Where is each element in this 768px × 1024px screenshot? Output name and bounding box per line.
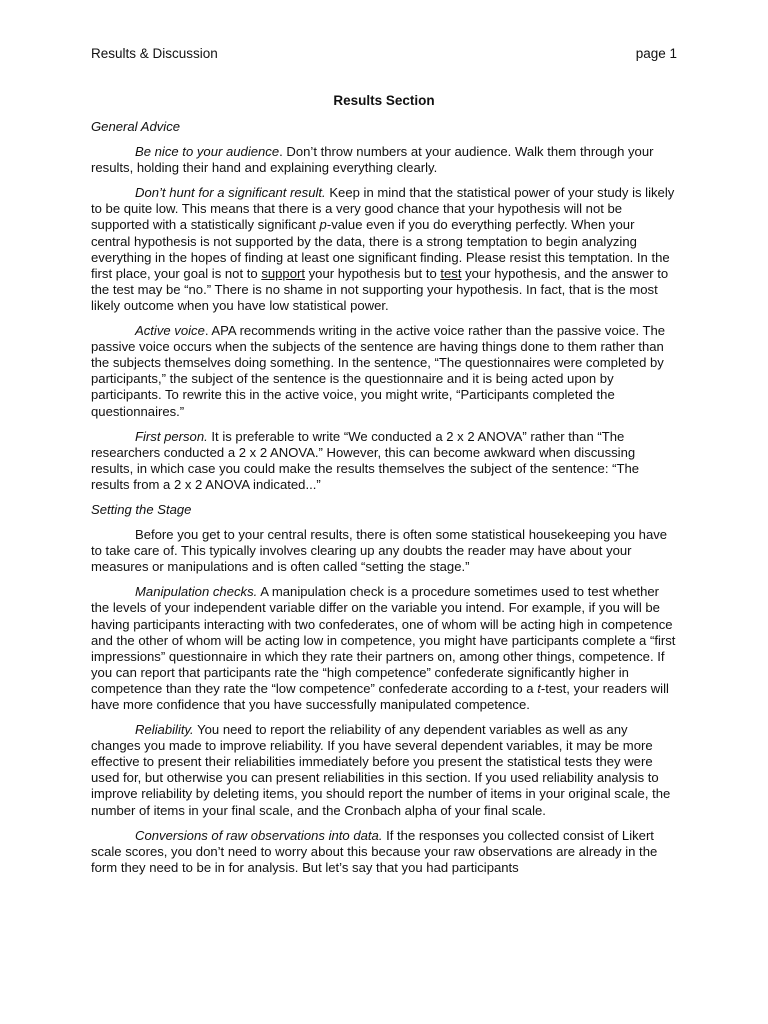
paragraph-text: . Don’t throw numbers at your audience. Walk them through your results, holding their hand and explaining everything clearly. bbox=[91, 144, 654, 176]
paragraph-active-voice bbox=[91, 323, 677, 420]
heading-general-advice: General Advice bbox=[91, 119, 181, 134]
paragraph-text: your hypothesis, and the answer to the test may be “no.” There is no shame in not supporting your hypothesis. In fact, that is the most likely outcome when you have low statistical power. bbox=[91, 265, 669, 313]
paragraph-manipulation-checks bbox=[91, 584, 677, 713]
header-page-number: page 1 bbox=[635, 46, 677, 61]
paragraph-conversions bbox=[91, 828, 677, 876]
paragraph-text: Before you get to your central results, there is often some statistical housekeeping you have to take care of. This typically involves clearing up any doubts the reader may have about your measures or manipulations and is often called “setting the stage.” bbox=[91, 527, 668, 575]
paragraph-text: If the responses you collected consist of Likert scale scores, you don’t need to worry about this because your raw observations are already in the form they need to be in for analysis. But let’s say that you had participants bbox=[91, 827, 658, 875]
paragraph-text: -value even if you do everything perfectly. When your central hypothesis is not supported by the data, there is a strong temptation to begin analyzing everything in the hopes of finding at least one significant finding. Please resist this temptation. In the first place, your goal is not to bbox=[91, 217, 670, 281]
underlined-test: test bbox=[440, 265, 462, 281]
paragraph-first-person bbox=[91, 429, 677, 493]
paragraph-lead: First person. bbox=[135, 428, 208, 444]
header-section-title: Results & Discussion bbox=[91, 46, 218, 61]
paragraph-lead: Don’t hunt for a significant result. bbox=[135, 185, 326, 201]
paragraph-be-nice bbox=[91, 144, 677, 176]
paragraph-significant-result bbox=[91, 185, 677, 314]
t-test-symbol: t bbox=[537, 680, 541, 696]
underlined-support: support bbox=[261, 265, 305, 281]
document-body bbox=[91, 93, 677, 885]
paragraph-text: . APA recommends writing in the active voice rather than the passive voice. The passive voice occurs when the subjects of the sentence are having things done to them rather than the subjects themselves doing something. In the sentence, “The questionnaires were completed by participants,” the subject of the sentence is the questionnaire and it is being acted upon by participants. To rewrite this in the active voice, you might write, “Participants completed the questionnaires.” bbox=[91, 323, 666, 419]
paragraph-text: -test, your readers will have more confidence that you have successfully manipulated competence. bbox=[91, 680, 669, 712]
paragraph-text: Keep in mind that the statistical power of your study is likely to be quite low. This means that there is a very good chance that your hypothesis will not be supported with a statistically significant bbox=[91, 185, 675, 233]
heading-setting-the-stage: Setting the Stage bbox=[91, 501, 192, 517]
paragraph-text: You need to report the reliability of any dependent variables as well as any changes you made to improve reliability. If you have several dependent variables, it may be more effective to present their reliabilities immediately before you present the statistical tests they were used for, but otherwise you can present reliabilities in this section. If you used reliability analysis to improve reliability by deleting items, you should report the number of items in your original scale, the number of items in your final scale, and the Cronbach alpha of your final scale. bbox=[91, 722, 671, 818]
paragraph-lead: Manipulation checks. bbox=[135, 584, 258, 600]
paragraph-text: It is preferable to write “We conducted a 2 x 2 ANOVA” rather than “The researchers conducted a 2 x 2 ANOVA.” However, this can become awkward when discussing results, in which case you could make the results themselves the subject of the sentence: “The results from a 2 x 2 ANOVA indicated...” bbox=[91, 428, 640, 492]
paragraph-lead: Active voice bbox=[135, 323, 205, 339]
p-value-symbol: p bbox=[319, 217, 327, 233]
page-title: Results Section bbox=[333, 93, 435, 108]
paragraph-text: A manipulation check is a procedure sometimes used to test whether the levels of your independent variable differ on the variable you intend. For example, if you will be having participants interacting with two confederates, one of whom will be acting high in competence and the other of whom will be acting low in competence, you might have participants complete a “first impressions” questionnaire in which they rate their partners on, among other things, competence. If you can report that participants rate the “high competence” confederate significantly higher in competence than they rate the “low competence” confederate according to a bbox=[91, 584, 676, 696]
page-header bbox=[91, 46, 677, 64]
paragraph-lead: Conversions of raw observations into data. bbox=[135, 827, 383, 843]
paragraph-lead: Be nice to your audience bbox=[135, 144, 280, 160]
paragraph-setting-stage bbox=[91, 527, 677, 575]
paragraph-lead: Reliability. bbox=[135, 722, 194, 738]
paragraph-reliability bbox=[91, 722, 677, 819]
paragraph-text: your hypothesis but to bbox=[305, 265, 441, 281]
